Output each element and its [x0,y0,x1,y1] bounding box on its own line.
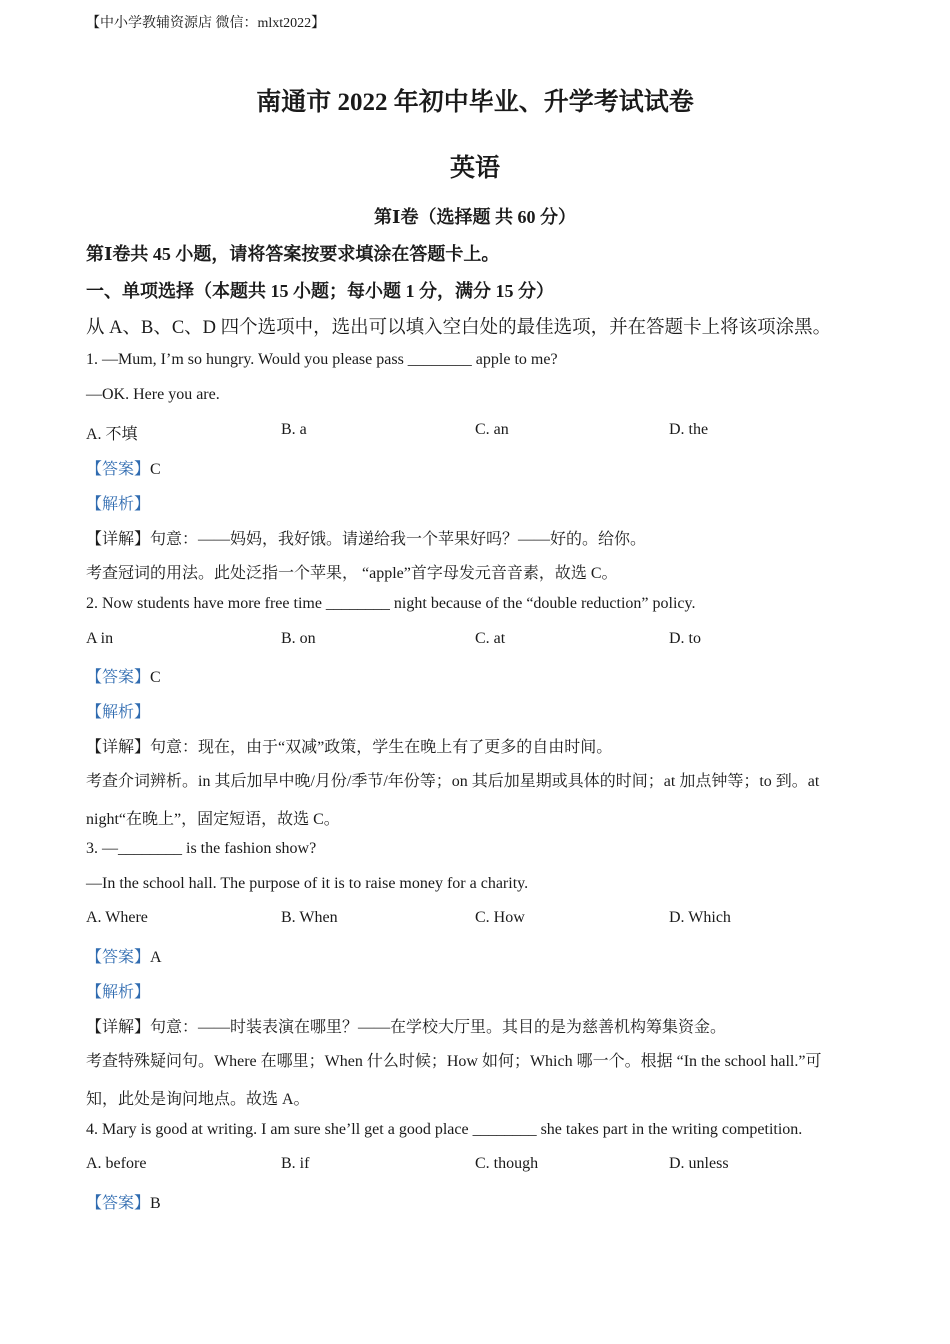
watermark-header: 【中小学教辅资源店 微信：mlxt2022】 [86,16,326,31]
q1-response: —OK. Here you are. [86,386,220,403]
q3-option-c: C. How [475,909,525,926]
q3-option-b: B. When [281,909,338,926]
subject-title: 英语 [449,155,500,182]
q1-option-b: B. a [281,421,307,438]
q3-detail [86,1014,726,1037]
q3-option-d: D. Which [669,909,731,926]
q1-explanation: 考查冠词的用法。此处泛指一个苹果， “apple”首字母发元音音素，故选 C。 [86,565,618,582]
answer-value: C [150,461,161,478]
detail-text: 句意：——妈妈，我好饿。请递给我一个苹果好吗？——好的。给你。 [150,531,647,548]
q1-option-a: A. 不填 [86,426,138,443]
q2-option-a: A in [86,630,114,647]
answer-value: B [150,1195,161,1212]
answer-value: A [150,949,162,966]
q2-answer [86,664,161,687]
q4-answer [86,1190,161,1213]
q2-option-c: C. at [475,630,506,647]
q3-option-a: A. Where [86,909,148,926]
q2-explanation-line2: night“在晚上”，固定短语，故选 C。 [86,811,340,828]
q2-analysis-tag: 【解析】 [86,704,151,721]
q1-analysis-tag: 【解析】 [86,496,151,513]
detail-text: 句意：现在，由于“双减”政策，学生在晚上有了更多的自由时间。 [150,739,613,756]
q3-stem: 3. —________ is the fashion show? [86,840,317,857]
answer-tag: 【答案】 [86,1195,151,1212]
q4-option-b: B. if [281,1155,310,1172]
q2-detail [86,734,612,757]
answer-tag: 【答案】 [86,461,151,478]
q2-option-b: B. on [281,630,316,647]
directions: 从 A、B、C、D 四个选项中，选出可以填入空白处的最佳选项，并在答题卡上将该项涂黑。 [86,318,832,338]
q4-stem: 4. Mary is good at writing. I am sure she’ll get a good place ________ she takes part in the writing competition. [86,1121,803,1138]
q4-option-c: C. though [475,1155,539,1172]
q3-explanation-line2: 知，此处是询问地点。故选 A。 [86,1091,310,1108]
part-title: 第Ⅰ卷（选择题 共 60 分） [374,207,576,227]
q3-explanation-line1: 考查特殊疑问句。Where 在哪里；When 什么时候；How 如何；Which 哪一个。根据 “In the school hall.”可 [86,1053,822,1070]
q4-option-a: A. before [86,1155,147,1172]
detail-tag: 【详解】 [86,531,151,548]
q1-option-d: D. the [669,421,709,438]
q2-stem: 2. Now students have more free time ________ night because of the “double reduction” policy. [86,595,696,612]
q2-explanation-line1: 考查介词辨析。in 其后加早中晚/月份/季节/年份等；on 其后加星期或具体的时间；at 加点钟等；to 到。at [86,773,820,790]
q3-analysis-tag: 【解析】 [86,984,151,1001]
q1-option-c: C. an [475,421,509,438]
q4-option-d: D. unless [669,1155,729,1172]
instruction-line: 第Ⅰ卷共 45 小题，请将答案按要求填涂在答题卡上。 [86,244,500,264]
answer-tag: 【答案】 [86,669,151,686]
answer-tag: 【答案】 [86,949,151,966]
section-heading: 一、单项选择（本题共 15 小题；每小题 1 分，满分 15 分） [86,281,554,301]
q3-response: —In the school hall. The purpose of it is to raise money for a charity. [86,875,529,892]
detail-tag: 【详解】 [86,739,151,756]
q1-stem: 1. —Mum, I’m so hungry. Would you please pass ________ apple to me? [86,351,558,368]
q3-answer [86,944,162,967]
detail-text: 句意：——时装表演在哪里？——在学校大厅里。其目的是为慈善机构筹集资金。 [150,1019,727,1036]
answer-value: C [150,669,161,686]
detail-tag: 【详解】 [86,1019,151,1036]
q2-option-d: D. to [669,630,701,647]
exam-title: 南通市 2022 年初中毕业、升学考试试卷 [256,89,694,116]
q1-detail [86,526,646,549]
q1-answer [86,456,161,479]
